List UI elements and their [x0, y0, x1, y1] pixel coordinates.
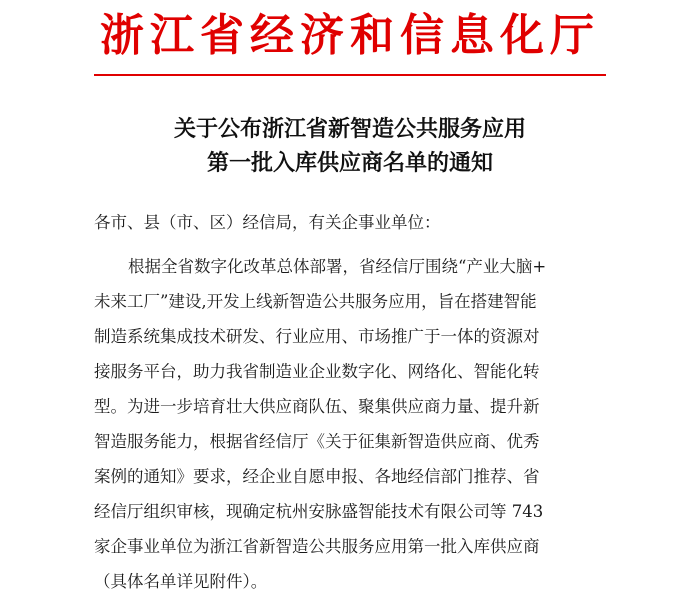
- body-line: 型。为进一步培育壮大供应商队伍、聚集供应商力量、提升新: [94, 397, 540, 416]
- masthead-red-rule: [94, 74, 606, 76]
- body-line: 智造服务能力，根据省经信厅《关于征集新智造供应商、优秀: [94, 432, 540, 451]
- body-line: 制造系统集成技术研发、行业应用、市场推广于一体的资源对: [94, 327, 540, 346]
- document-title-line-1: 关于公布浙江省新智造公共服务应用: [173, 116, 526, 142]
- body-line: （具体名单详见附件）。: [94, 572, 268, 591]
- body-line: 根据全省数字化改革总体部署，省经信厅围绕“产业大脑+: [128, 257, 547, 276]
- salutation: 各市、县（市、区）经信局，有关企事业单位：: [94, 213, 441, 232]
- document-title-line-2: 第一批入库供应商名单的通知: [206, 150, 493, 176]
- body-line: 案例的通知》要求，经企业自愿申报、各地经信部门推荐、省: [94, 467, 540, 486]
- masthead-org-name: 浙江省经济和信息化厅: [100, 10, 600, 61]
- body-line: 未来工厂”建设,开发上线新智造公共服务应用，旨在搭建智能: [94, 292, 537, 311]
- body-line: 接服务平台，助力我省制造业企业数字化、网络化、智能化转: [94, 362, 540, 381]
- body-line: 家企事业单位为浙江省新智造公共服务应用第一批入库供应商: [94, 537, 540, 556]
- body-line: 经信厅组织审核，现确定杭州安脉盛智能技术有限公司等 743: [94, 502, 544, 521]
